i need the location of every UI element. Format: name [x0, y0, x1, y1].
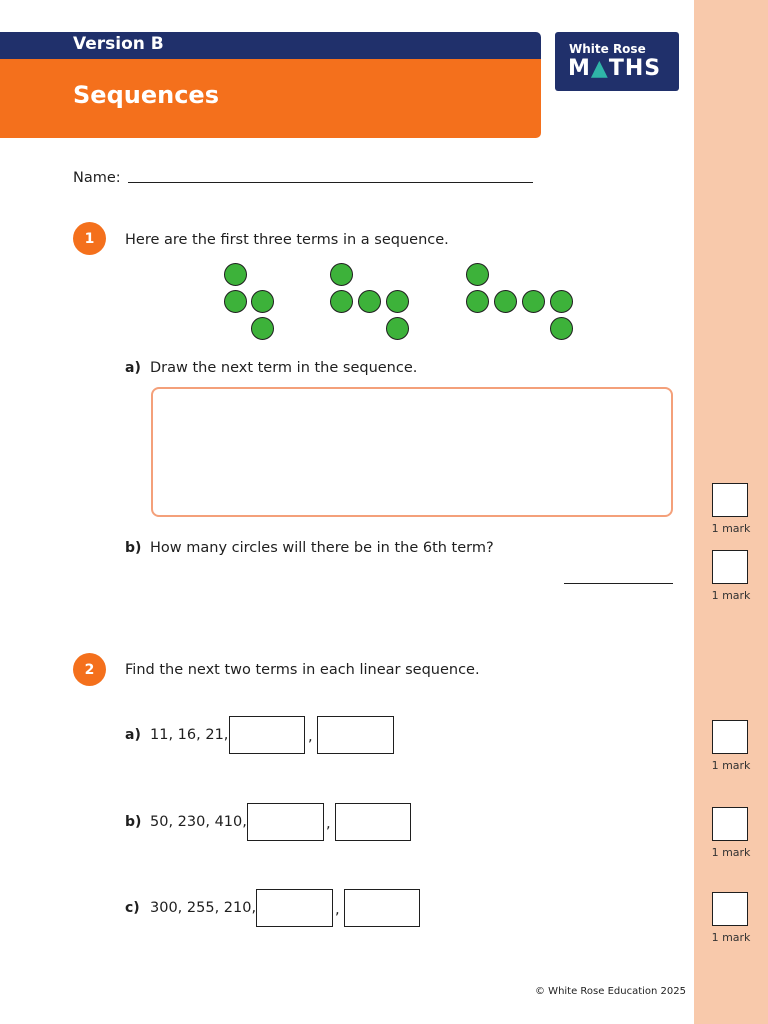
circle: [522, 290, 545, 313]
question-1b-text: How many circles will there be in the 6th term?: [150, 540, 494, 556]
question-1b-label: b): [125, 540, 142, 556]
answer-box-2b-1[interactable]: [247, 803, 324, 841]
sequence-2a: 11, 16, 21,: [150, 727, 229, 743]
answer-box-2c-2[interactable]: [344, 889, 420, 927]
question-2a-label: a): [125, 727, 141, 743]
question-2c-label: c): [125, 900, 140, 916]
triangle-icon: ▲: [590, 56, 609, 81]
mark-box-2b[interactable]: [712, 807, 748, 841]
circle: [386, 290, 409, 313]
comma-2a: ,: [308, 729, 313, 745]
circle: [466, 263, 489, 286]
logo-letter-m: M: [568, 56, 591, 81]
page-title: Sequences: [73, 81, 219, 109]
copyright-footer: © White Rose Education 2025: [535, 986, 687, 997]
mark-label: 1 mark: [711, 759, 751, 772]
mark-label: 1 mark: [711, 589, 751, 602]
question-1-number: 1: [73, 222, 106, 255]
mark-box-1b[interactable]: [712, 550, 748, 584]
circle: [494, 290, 517, 313]
circle: [224, 290, 247, 313]
comma-2c: ,: [335, 902, 340, 918]
question-2b-label: b): [125, 814, 142, 830]
name-label: Name:: [73, 170, 121, 186]
circle: [550, 290, 573, 313]
comma-2b: ,: [326, 816, 331, 832]
circle: [550, 317, 573, 340]
logo-word: [568, 56, 661, 82]
question-2-number: 2: [73, 653, 106, 686]
circle: [386, 317, 409, 340]
white-rose-maths-logo: [555, 32, 679, 91]
answer-box-2a-1[interactable]: [229, 716, 305, 754]
sequence-2b: 50, 230, 410,: [150, 814, 247, 830]
question-2-text: Find the next two terms in each linear sequence.: [125, 662, 480, 678]
logo-top-text: White Rose: [569, 42, 646, 56]
mark-label: 1 mark: [711, 522, 751, 535]
logo-letters-rest: THS: [608, 56, 662, 81]
question-1a-text: Draw the next term in the sequence.: [150, 360, 418, 376]
circle: [224, 263, 247, 286]
circle: [251, 290, 274, 313]
answer-box-2a-2[interactable]: [317, 716, 394, 754]
mark-label: 1 mark: [711, 931, 751, 944]
question-1a-label: a): [125, 360, 141, 376]
answer-box-2b-2[interactable]: [335, 803, 411, 841]
mark-box-2c[interactable]: [712, 892, 748, 926]
circle: [358, 290, 381, 313]
circle: [330, 290, 353, 313]
circle: [251, 317, 274, 340]
version-label: Version B: [73, 34, 164, 54]
answer-box-2c-1[interactable]: [256, 889, 333, 927]
mark-label: 1 mark: [711, 846, 751, 859]
question-1-text: Here are the first three terms in a sequence.: [125, 232, 449, 248]
mark-box-1a[interactable]: [712, 483, 748, 517]
sequence-2c: 300, 255, 210,: [150, 900, 257, 916]
circle: [466, 290, 489, 313]
answer-line-1b[interactable]: [564, 583, 673, 584]
mark-box-2a[interactable]: [712, 720, 748, 754]
drawing-answer-box[interactable]: [151, 387, 673, 517]
circle: [330, 263, 353, 286]
name-field[interactable]: [128, 182, 533, 183]
